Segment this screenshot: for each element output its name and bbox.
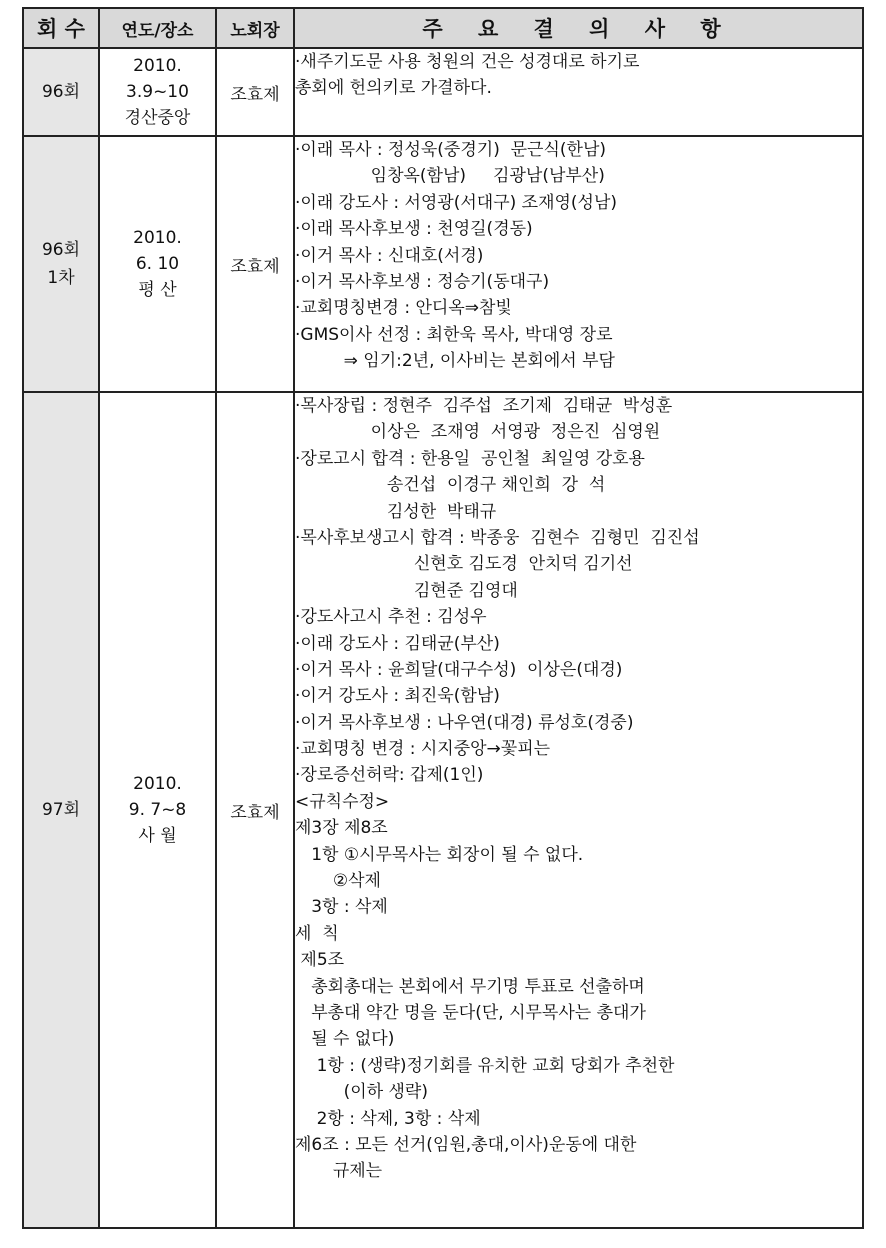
resolution-line: ⇒ 임기:2년, 이사비는 본회에서 부담 — [295, 351, 615, 372]
resolution-line: 3항 : 삭제 — [295, 897, 388, 918]
resolution-line: ·목사후보생고시 합격 : 박종웅 김현수 김형민 김진섭 — [295, 527, 700, 548]
header-chair: 노회장 — [216, 8, 294, 48]
resolution-line: 1항 ①시무목사는 회장이 될 수 없다. — [295, 844, 584, 865]
resolution-line: 김현준 김영대 — [295, 580, 518, 601]
resolutions-cell — [294, 392, 863, 1228]
header-resolutions: 주 요 결 의 사 항 — [294, 8, 863, 48]
chair-cell: 조효제 — [216, 136, 294, 392]
resolution-line: (이하 생략) — [295, 1082, 428, 1103]
resolution-line: 2항 : 삭제, 3항 : 삭제 — [295, 1108, 481, 1129]
resolution-line: ·이거 강도사 : 최진욱(함남) — [295, 686, 500, 707]
resolution-line: 이상은 조재영 서영광 정은진 심영원 — [295, 422, 661, 443]
resolution-line: ·이거 목사 : 신대호(서경) — [295, 245, 484, 266]
resolution-line: 임창옥(함남) 김광남(남부산) — [295, 166, 605, 187]
resolution-line: ·이래 목사후보생 : 천영길(경동) — [295, 219, 533, 240]
resolution-line: ·장로고시 합격 : 한용일 공인철 최일영 강호용 — [295, 448, 645, 469]
resolution-line: 될 수 없다) — [295, 1029, 395, 1050]
resolution-line: 제5조 — [295, 950, 345, 971]
resolution-line: ·장로증선허락: 갑제(1인) — [295, 765, 484, 786]
resolution-line: 제3장 제8조 — [295, 818, 388, 839]
table-row — [23, 392, 863, 1228]
resolution-line: 1항 : (생략)정기회를 유치한 교회 당회가 추천한 — [295, 1055, 675, 1076]
chair-cell: 조효제 — [216, 48, 294, 136]
resolution-line: ·목사장립 : 정현주 김주섭 조기제 김태균 박성훈 — [295, 396, 673, 416]
resolutions-cell — [294, 136, 863, 392]
resolution-line: ·이래 목사 : 정성욱(중경기) 문근식(한남) — [295, 140, 607, 160]
resolution-line: 김성한 박태규 — [295, 501, 497, 522]
resolution-line: ②삭제 — [295, 871, 381, 892]
resolution-line: 송건섭 이경구 채인희 강 석 — [295, 475, 606, 496]
resolutions-cell — [294, 48, 863, 136]
resolution-line: 총회에 헌의키로 가결하다. — [295, 78, 492, 99]
resolution-line: ·이거 목사후보생 : 정승기(동대구) — [295, 271, 550, 292]
resolution-line: 총회총대는 본회에서 무기명 투표로 선출하며 — [295, 976, 645, 997]
resolution-line: <규칙수정> — [295, 791, 390, 812]
resolution-line: 부총대 약간 명을 둔다(단, 시무목사는 총대가 — [295, 1002, 646, 1023]
session-cell: 96회 1차 — [23, 136, 99, 392]
session-cell: 97회 — [23, 392, 99, 1228]
resolution-line: ·교회명칭변경 : 안디옥⇒참빛 — [295, 298, 512, 319]
resolution-line: ·이래 강도사 : 김태균(부산) — [295, 633, 500, 654]
resolution-line: 제6조 : 모든 선거(임원,총대,이사)운동에 대한 — [295, 1134, 637, 1155]
resolution-line: ·이거 목사 : 윤희달(대구수성) 이상은(대경) — [295, 659, 623, 680]
table-row — [23, 136, 863, 392]
resolution-line: ·강도사고시 추천 : 김성우 — [295, 607, 487, 628]
resolution-line: 신현호 김도경 안치덕 김기선 — [295, 554, 633, 575]
resolutions-table — [22, 7, 864, 1229]
resolution-line: ·GMS이사 선정 : 최한욱 목사, 박대영 장로 — [295, 324, 613, 345]
resolution-line: 규제는 — [295, 1161, 383, 1182]
resolution-line: ·새주기도문 사용 청원의 건은 성경대로 하기로 — [295, 52, 640, 72]
header-row — [23, 8, 863, 48]
resolution-line: ·교회명칭 변경 : 시지중앙→꽃피는 — [295, 739, 551, 760]
session-cell: 96회 — [23, 48, 99, 136]
resolution-line: 세 칙 — [295, 923, 339, 944]
year-place-cell: 2010. 3.9~10 경산중앙 — [99, 48, 216, 136]
table-row — [23, 48, 863, 136]
year-place-cell: 2010. 9. 7~8 사 월 — [99, 392, 216, 1228]
resolution-line: ·이거 목사후보생 : 나우연(대경) 류성호(경중) — [295, 712, 634, 733]
resolution-line: ·이래 강도사 : 서영광(서대구) 조재영(성남) — [295, 192, 618, 213]
year-place-cell: 2010. 6. 10 평 산 — [99, 136, 216, 392]
header-session: 회 수 — [23, 8, 99, 48]
header-year-place: 연도/장소 — [99, 8, 216, 48]
chair-cell: 조효제 — [216, 392, 294, 1228]
